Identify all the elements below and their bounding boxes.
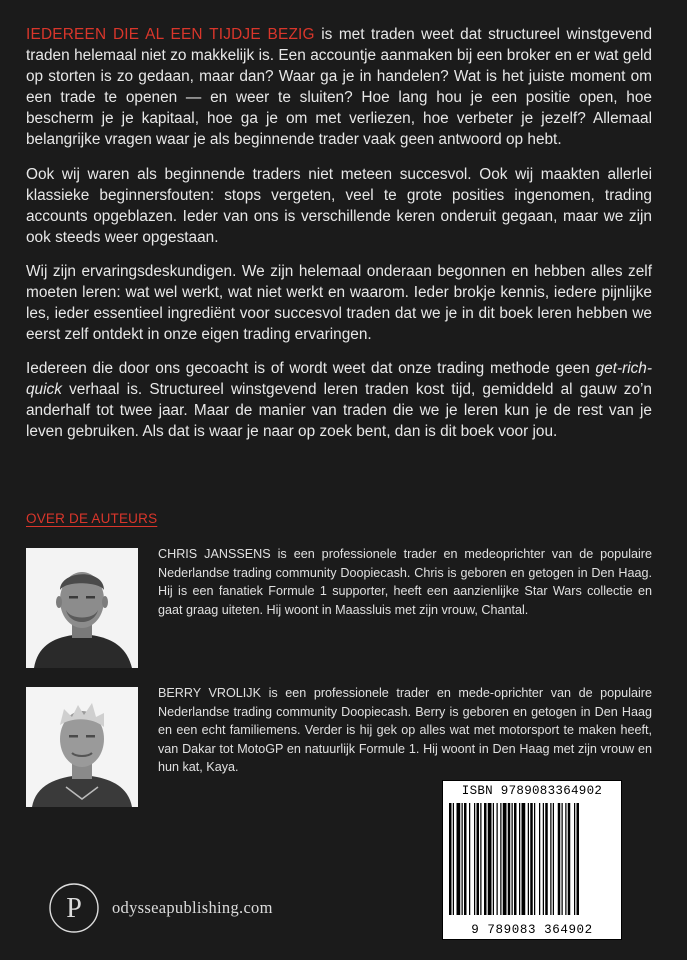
blurb-paragraph-4 <box>26 358 652 442</box>
publisher-logo-icon <box>48 882 100 934</box>
blurb-paragraph-1-text: is met traden weet dat structureel winstgevend traden helemaal niet zo makkelijk is. Een accountje aanmaken bij een broker en er wat geld op storten is zo gedaan, maar dan? Waar ga je in handelen? Wat is het juiste moment om een trade te openen — en weer te sluiten? Hoe lang hou je een positie open, hoe bescherm je je kapitaal, hoe ga je om met verliezen, hoe verbeter je jezelf? Allemaal belangrijke vragen waar je als beginnende trader vaak geen antwoord op hebt. <box>26 26 652 148</box>
blurb-emphasis: get-rich-quick <box>26 360 652 398</box>
authors-section-title: OVER DE AUTEURS <box>26 511 158 526</box>
isbn-digits: 9 789083 364902 <box>471 923 593 937</box>
barcode-bars <box>449 803 617 915</box>
isbn-label: ISBN 9789083364902 <box>461 784 603 798</box>
blurb-paragraph-2: Ook wij waren als beginnende traders niet meteen succesvol. Ook wij maakten allerlei klassieke beginnersfouten: stops vergeten, veel te grote posities ingenomen, trading accounts opgeblazen. Ieder van ons is verschillende keren onderuit gegaan, maar we zijn ook steeds weer opgestaan. <box>26 166 652 246</box>
author-photo-chris <box>26 548 138 668</box>
blurb-paragraph-1 <box>26 24 652 150</box>
blurb-paragraph-3: Wij zijn ervaringsdeskundigen. We zijn helemaal onderaan begonnen en hebben alles zelf moeten leren: wat wel werkt, wat niet werkt en waarom. Ieder brokje kennis, iedere pijnlijke les, ieder essentieel ingrediënt voor succesvol traden dat we je in dit boek leren hebben we eerst zelf ontdekt in onze eigen trading ervaringen. <box>26 263 652 343</box>
blurb-paragraph-4-b: verhaal is. Structureel winstgevend leren traden kost tijd, gemiddeld al gauw zo’n anderhalf tot twee jaar. Maar de manier van traden die we je leren kun je de rest van je leven gebruiken. Als dat is waar je naar op zoek bent, dan is dit boek voor jou. <box>26 381 652 440</box>
author-bio-berry: BERRY VROLIJK is een professionele trader en mede-oprichter van de populaire Nederlandse trading community Doopiecash. Berry is geboren en getogen in Den Haag en een echt familiemens. Verder is hij gek op alles wat met motorsport te maken heeft, van Dakar tot MotoGP en natuurlijk Formule 1. Hij woont in Den Haag met zijn vrouw en hun kat, Kaya. <box>158 686 652 774</box>
publisher-website: odysseapublishing.com <box>112 898 273 917</box>
isbn-barcode <box>442 780 622 940</box>
author-bio-chris: CHRIS JANSSENS is een professionele trader en medeoprichter van de populaire Nederlandse trading community Doopiecash. Chris is geboren en getogen in Den Haag. Hij is een fanatiek Formule 1 supporter, heeft een aanzienlijke Star Wars collectie en gaat graag uiteten. Hij woont in Maassluis met zijn vrouw, Chantal. <box>158 547 652 617</box>
author-photo-berry <box>26 687 138 807</box>
publisher-logo-letter: P <box>66 893 82 924</box>
blurb-lead: IEDEREEN DIE AL EEN TIJDJE BEZIG <box>26 26 315 43</box>
blurb-paragraph-4-a: Iedereen die door ons gecoacht is of wordt weet dat onze trading methode geen <box>26 360 596 377</box>
